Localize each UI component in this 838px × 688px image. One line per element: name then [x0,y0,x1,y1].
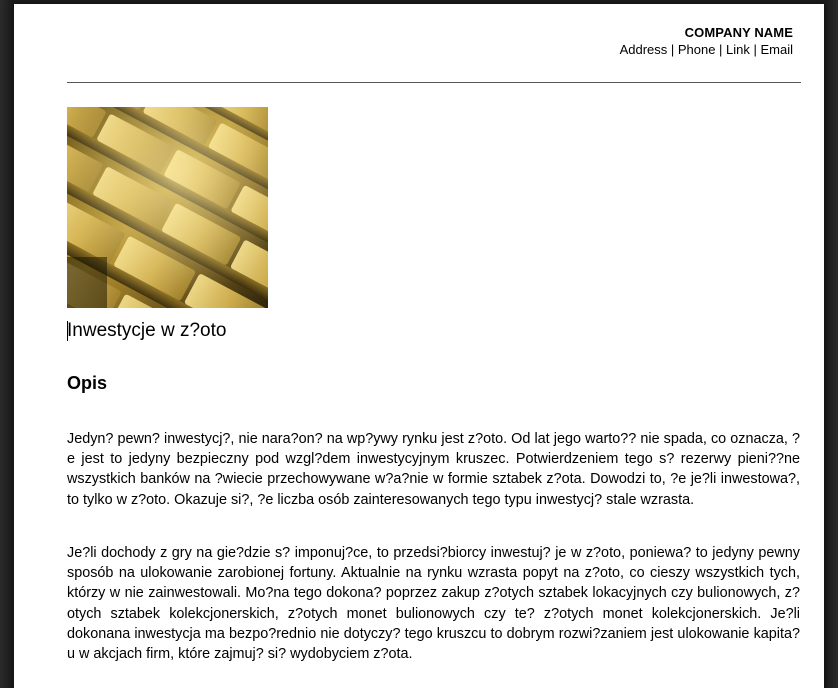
header-divider [67,82,801,83]
gold-bars-photo [67,107,268,308]
paragraph-2: Je?li dochody z gry na gie?dzie s? imponuj?ce, to przedsi?biorcy inwestuj? je w z?oto, poniewa? to jedyny pewny sposób na ulokowanie zarobionej fortuny. Aktualnie na rynku wzrasta popyt na z?oto, co cieszy wszystkich tych, którzy w nie zainwestowali. Mo?na tego dokona? poprzez zakup z?otych sztabek lokacyjnych czy bulionowych, z?otych sztabek kolekcjonerskich, z?otych monet bulionowych czy te? z?otych monet kolekcjonerskich. Je?li dokonana inwestycja ma bezpo?rednio nie dotyczy? tego kruszcu to dobrym rozwi?zaniem jest ulokowanie kapita?u w akcjach firm, które zajmuj? si? wydobyciem z?ota. [67,545,800,663]
document-page[interactable] [14,4,824,688]
document-title: Inwestycje w z?oto [67,320,227,341]
contact-line: Address | Phone | Link | Email [619,42,793,57]
paragraph-1: Jedyn? pewn? inwestycj?, nie nara?on? na wp?ywy rynku jest z?oto. Od lat jego warto?? nie spada, co oznacza, ?e jest to jedyny bezpieczny pod wzgl?dem inwestycyjnym kruszec. Potwierdzeniem tego s? rezerwy pieni??ne wszystkich banków na ?wiecie przechowywane w?a?nie w formie sztabek z?ota. Dowodzi to, ?e je?li inwestowa?, to tylko w z?oto. Okazuje si?, ?e liczba osób zainteresowanych tego typu inwestycj? stale wzrasta. [67,431,800,508]
company-name: COMPANY NAME [684,25,793,40]
letterhead [620,25,793,58]
section-heading: Opis [67,373,108,393]
